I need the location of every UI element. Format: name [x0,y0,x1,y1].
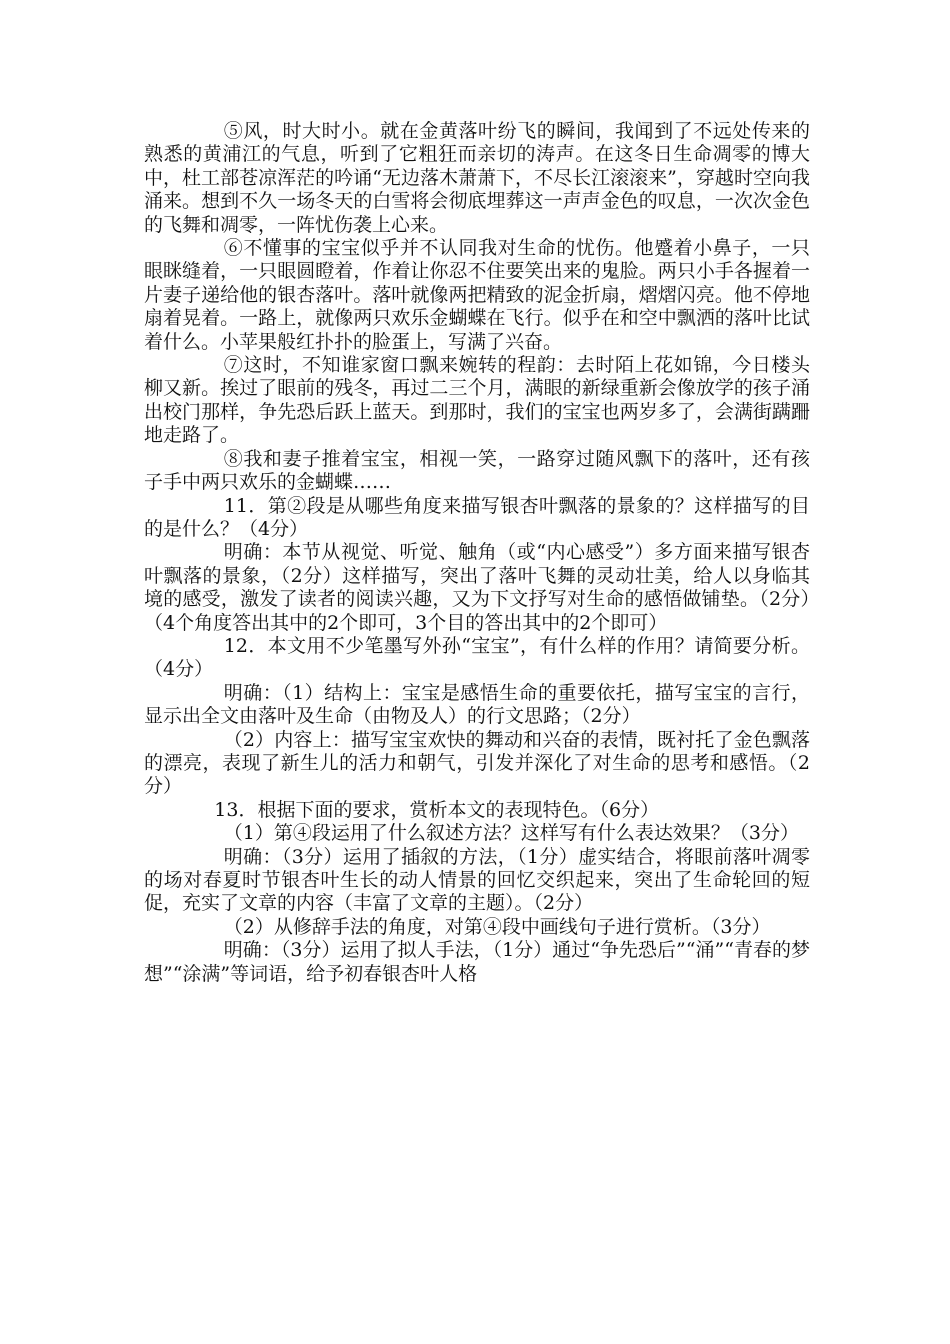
paragraph-5: ⑤风，时大时小。就在金黄落叶纷飞的瞬间，我闻到了不远处传来的熟悉的黄浦江的气息，听到了它粗狂而亲切的涛声。在这冬日生命凋零的博大中，杜工部苍凉浑茫的吟诵“无边落木萧萧下，不尽长江滚滚来”，穿越时空向我涌来。想到不久一场冬天的白雪将会彻底埋葬这一声声金色的叹息，一次次金色的飞舞和凋零，一阵忧伤袭上心来。 [144,120,810,236]
answer-13-part-2: 明确：（3分）运用了拟人手法，（1分）通过“争先恐后”“涌”“青春的梦想”“涂满”等词语，给予初春银杏叶人格 [144,939,810,985]
answer-12-part-2: （2）内容上：描写宝宝欢快的舞动和兴奋的表情，既衬托了金色飘落的漂亮，表现了新生儿的活力和朝气，引发并深化了对生命的思考和感悟。（2分） [144,728,810,798]
answer-13-part-1: 明确：（3分）运用了插叙的方法，（1分）虚实结合，将眼前落叶凋零的场对春夏时节银杏叶生长的动人情景的回忆交织起来，突出了生命轮回的短促，充实了文章的内容（丰富了文章的主题）。（2分） [144,845,810,915]
paragraph-6: ⑥不懂事的宝宝似乎并不认同我对生命的忧伤。他蹙着小鼻子，一只眼眯缝着，一只眼圆瞪着，作着让你忍不住要笑出来的鬼脸。两只小手各握着一片妻子递给他的银杏落叶。落叶就像两把精致的泥金折扇，熠熠闪亮。他不停地扇着晃着。一路上，就像两只欢乐金蝴蝶在飞行。似乎在和空中飘洒的落叶比试着什么。小苹果般红扑扑的脸蛋上，写满了兴奋。 [144,237,810,353]
question-13-part-2: （2）从修辞手法的角度，对第④段中画线句子进行赏析。（3分） [223,915,771,938]
answer-11: 明确：本节从视觉、听觉、触角（或“内心感受”）多方面来描写银杏叶飘落的景象，（2分）这样描写，突出了落叶飞舞的灵动壮美，给人以身临其境的感受，激发了读者的阅读兴趣，又为下文抒写对生命的感悟做铺垫。（2分）（4个角度答出其中的2个即可，3个目的答出其中的2个即可） [144,541,810,634]
paragraph-8: ⑧我和妻子推着宝宝，相视一笑，一路穿过随风飘下的落叶，还有孩子手中两只欢乐的金蝴蝶…… [144,447,810,494]
question-11: 11．第②段是从哪些角度来描写银杏叶飘落的景象的？这样描写的目的是什么？（4分） [144,494,810,540]
question-13: 13．根据下面的要求，赏析本文的表现特色。（6分） [214,798,660,821]
answer-12-part-1: 明确：（1）结构上：宝宝是感悟生命的重要依托，描写宝宝的言行，显示出全文由落叶及生命（由物及人）的行文思路；（2分） [144,681,810,728]
question-13-part-1: （1）第④段运用了什么叙述方法？这样写有什么表达效果？（3分） [223,822,799,845]
question-12: 12．本文用不少笔墨写外孙“宝宝”，有什么样的作用？请简要分析。（4分） [144,634,810,681]
paragraph-7: ⑦这时，不知谁家窗口飘来婉转的程韵：去时陌上花如锦，今日楼头柳又新。挨过了眼前的残冬，再过二三个月，满眼的新绿重新会像放学的孩子涌出校门那样，争先恐后跃上蓝天。到那时，我们的宝宝也两岁多了，会满街蹒跚地走路了。 [144,354,810,447]
